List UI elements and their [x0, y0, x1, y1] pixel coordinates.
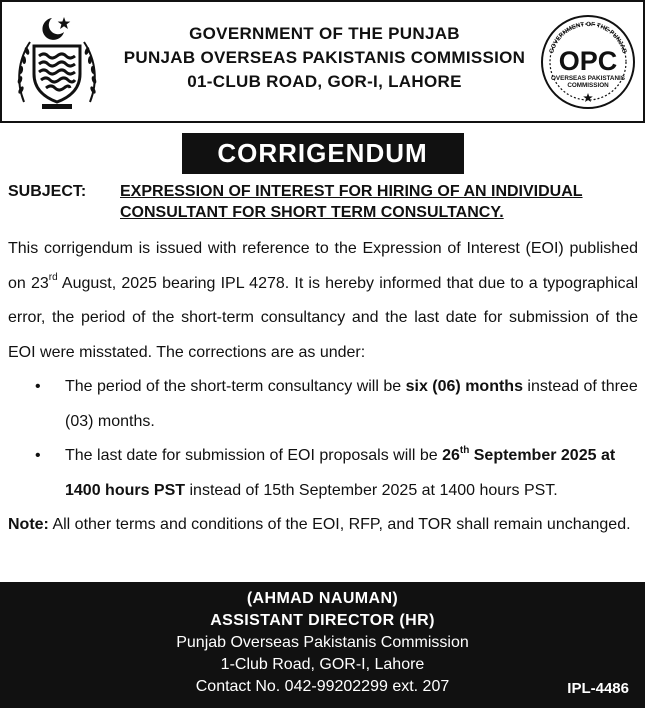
letterhead-text — [112, 22, 537, 94]
note-paragraph: Note: All other terms and conditions of the EOI, RFP, and TOR shall remain unchanged. — [8, 516, 631, 533]
bullet-icon: • — [35, 378, 41, 395]
seal-acronym: OPC — [558, 46, 618, 76]
signatory-contact: Contact No. 042-99202299 ext. 207 — [195, 678, 450, 695]
subject-text: EXPRESSION OF INTEREST FOR HIRING OF AN INDIVIDUAL CONSULTANT FOR SHORT TERM CONSULTANCY. — [120, 183, 583, 221]
document-title: CORRIGENDUM — [182, 133, 464, 174]
notice-body — [8, 232, 638, 543]
government-name: GOVERNMENT OF THE PUNJAB — [189, 24, 460, 43]
intro-paragraph: This corrigendum is issued with reference to the Expression of Interest (EOI) published on 23rd August, 2025 bearing IPL 4278. It is hereby informed that due to a typographical error, the period of the short-term consultancy and the last date for submission of the EOI were misstated. The corrections are as under: — [8, 240, 638, 361]
ipl-number: IPL-4486 — [567, 680, 629, 697]
signatory-organization: Punjab Overseas Pakistanis Commission — [176, 634, 469, 651]
signatory-name: (AHMAD NAUMAN) — [246, 590, 399, 607]
list-item: • The last date for submission of EOI proposals will be 26th September 2025 at 1400 hours PST instead of 15th September 2025 at 1400 hours PST. — [8, 439, 638, 508]
seal-caption-1: OVERSEAS PAKISTANIS — [551, 75, 625, 82]
commission-address: 01-CLUB ROAD, GOR-I, LAHORE — [187, 72, 462, 91]
note-label: Note: — [8, 516, 49, 533]
list-item: • The period of the short-term consultancy will be six (06) months instead of three (03) months. — [8, 370, 638, 439]
seal-ring-text: GOVERNMENT OF THE PUNJAB — [548, 20, 628, 55]
opc-seal-icon — [538, 10, 638, 114]
signature-block — [0, 582, 645, 708]
corrections-list — [8, 370, 638, 508]
title-banner — [0, 133, 645, 174]
punjab-government-emblem-icon — [12, 12, 102, 112]
letterhead — [0, 0, 645, 123]
signatory-address: 1-Club Road, GOR-I, Lahore — [220, 656, 425, 673]
signatory-designation: ASSISTANT DIRECTOR (HR) — [210, 612, 435, 629]
bullet-icon: • — [35, 447, 41, 464]
subject-label: SUBJECT: — [8, 183, 87, 200]
seal-caption-2: COMMISSION — [567, 82, 609, 89]
commission-name: PUNJAB OVERSEAS PAKISTANIS COMMISSION — [123, 48, 526, 67]
